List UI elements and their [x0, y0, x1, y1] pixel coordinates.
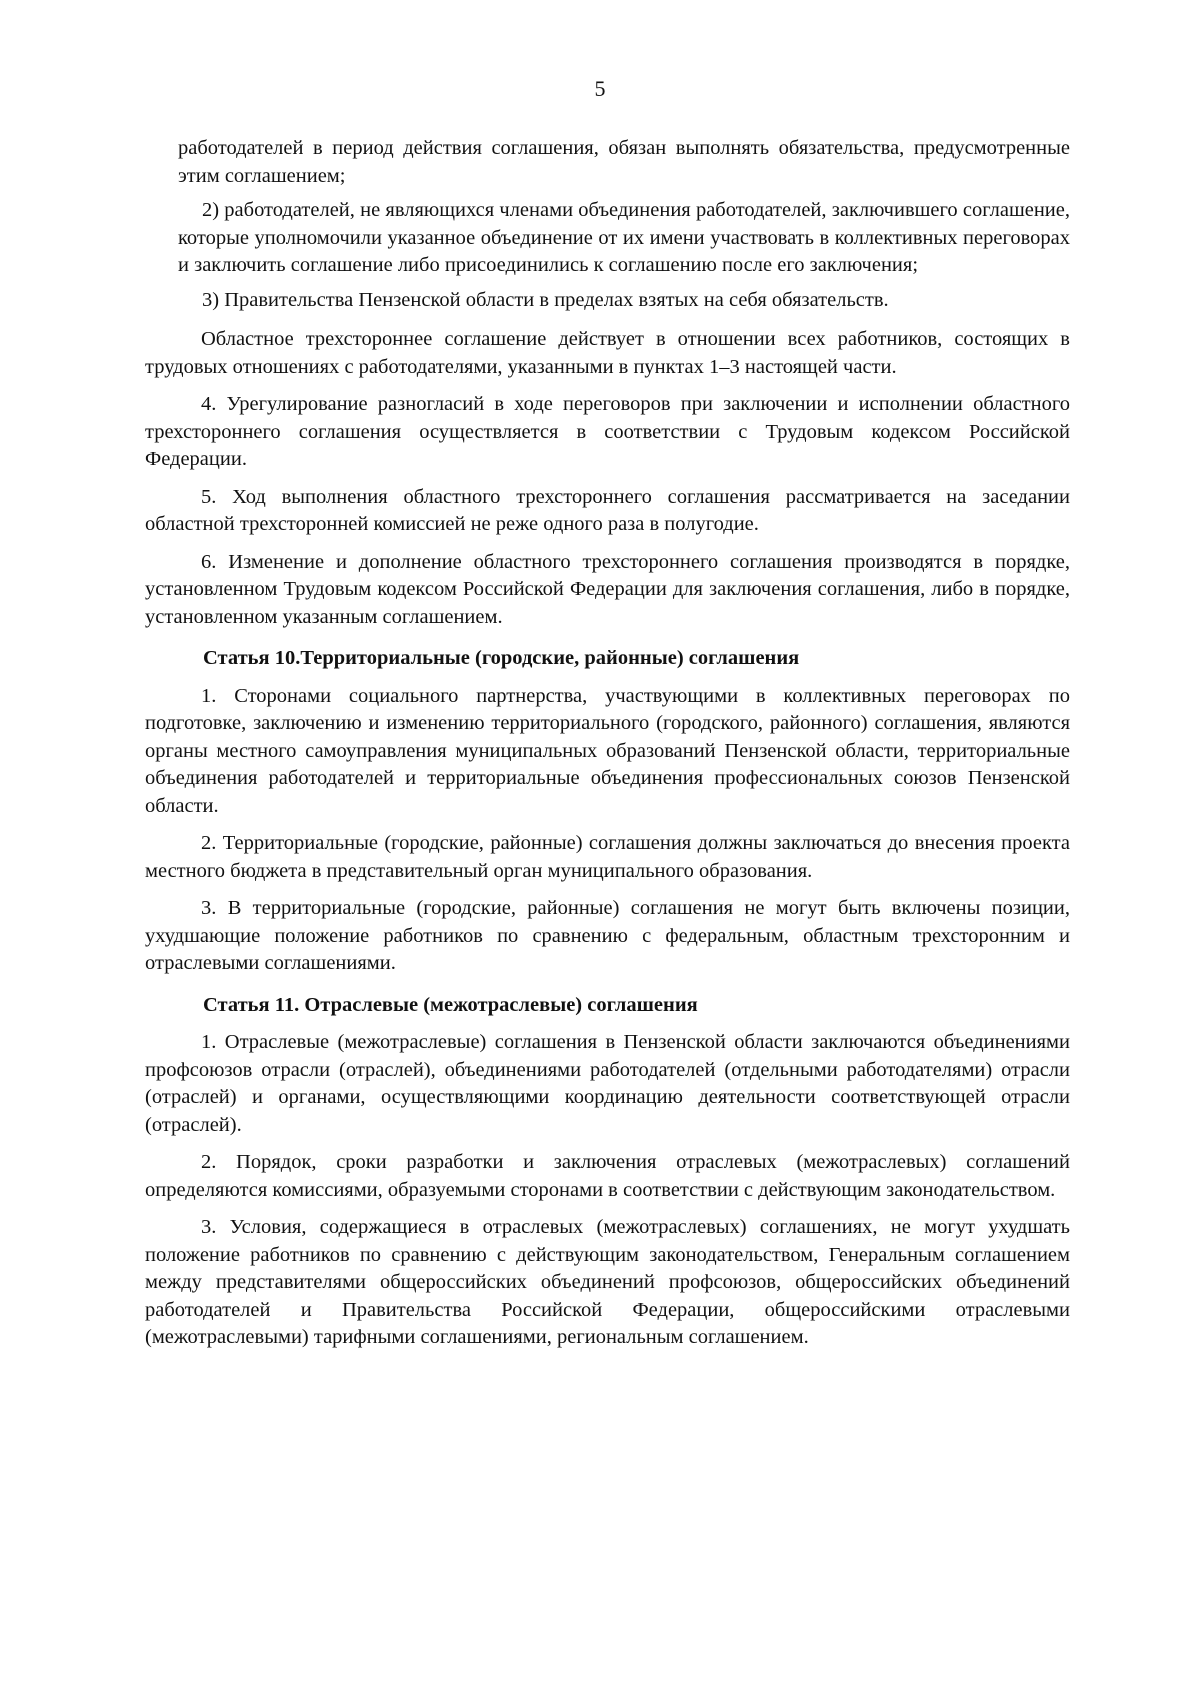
paragraph: 1. Сторонами социального партнерства, участвующими в коллективных переговорах по подготовке, заключению и изменению территориального (городского, районного) соглашения, являются органы местного самоуправления муниципальных образований Пензенской области, территориальные объединения работодателей и территориальные объединения профессиональных союзов Пензенской области. — [145, 684, 1070, 817]
article-11-heading: Статья 11. Отраслевые (межотраслевые) соглашения — [203, 993, 698, 1016]
paragraph: 3. Условия, содержащиеся в отраслевых (межотраслевых) соглашениях, не могут ухудшать положение работников по сравнению с действующим законодательством, Генеральным соглашением между представителями общероссийских объединений профсоюзов, общероссийских объединений работодателей и Правительства Российской Федерации, общероссийскими отраслевыми (межотраслевыми) тарифными соглашениями, региональным соглашением. — [145, 1216, 1070, 1348]
document-body — [145, 135, 1070, 1362]
article-10-heading: Статья 10.Территориальные (городские, районные) соглашения — [203, 647, 800, 669]
paragraph: 2. Территориальные (городские, районные) соглашения должны заключаться до внесения проекта местного бюджета в представительный орган муниципального образования. — [145, 832, 1070, 882]
paragraph: Областное трехстороннее соглашение действует в отношении всех работников, состоящих в трудовых отношениях с работодателями, указанными в пунктах 1–3 настоящей части. — [145, 328, 1070, 378]
paragraph: 3) Правительства Пензенской области в пределах взятых на себя обязательств. — [202, 288, 889, 311]
paragraph: 4. Урегулирование разногласий в ходе переговоров при заключении и исполнении областного трехстороннего соглашения осуществляется в соответствии с Трудовым кодексом Российской Федерации. — [145, 393, 1070, 470]
paragraph: работодателей в период действия соглашения, обязан выполнять обязательства, предусмотренные этим соглашением; — [178, 137, 1070, 187]
paragraph: 2) работодателей, не являющихся членами объединения работодателей, заключившего соглашение, которые уполномочили указанное объединение от их имени участвовать в коллективных переговорах и заключить соглашение либо присоединились к соглашению после его заключения; — [178, 199, 1070, 276]
page-number: 5 — [594, 76, 606, 101]
paragraph: 2. Порядок, сроки разработки и заключения отраслевых (межотраслевых) соглашений определяются комиссиями, образуемыми сторонами в соответствии с действующим законодательством. — [145, 1151, 1070, 1201]
paragraph: 3. В территориальные (городские, районные) соглашения не могут быть включены позиции, ухудшающие положение работников по сравнению с федеральным, областным трехсторонним и отраслевыми соглашениями. — [145, 897, 1070, 974]
paragraph: 6. Изменение и дополнение областного трехстороннего соглашения производятся в порядке, установленном Трудовым кодексом Российской Федерации для заключения соглашения, либо в порядке, установленном указанным соглашением. — [145, 550, 1070, 628]
paragraph: 1. Отраслевые (межотраслевые) соглашения в Пензенской области заключаются объединениями профсоюзов отрасли (отраслей), объединениями работодателей (отдельными работодателями) отрасли (отраслей) и органами, осуществляющими координацию деятельности соответствующей отрасли (отраслей). — [145, 1031, 1070, 1136]
paragraph: 5. Ход выполнения областного трехстороннего соглашения рассматривается на заседании областной трехсторонней комиссией не реже одного раза в полугодие. — [145, 485, 1070, 535]
